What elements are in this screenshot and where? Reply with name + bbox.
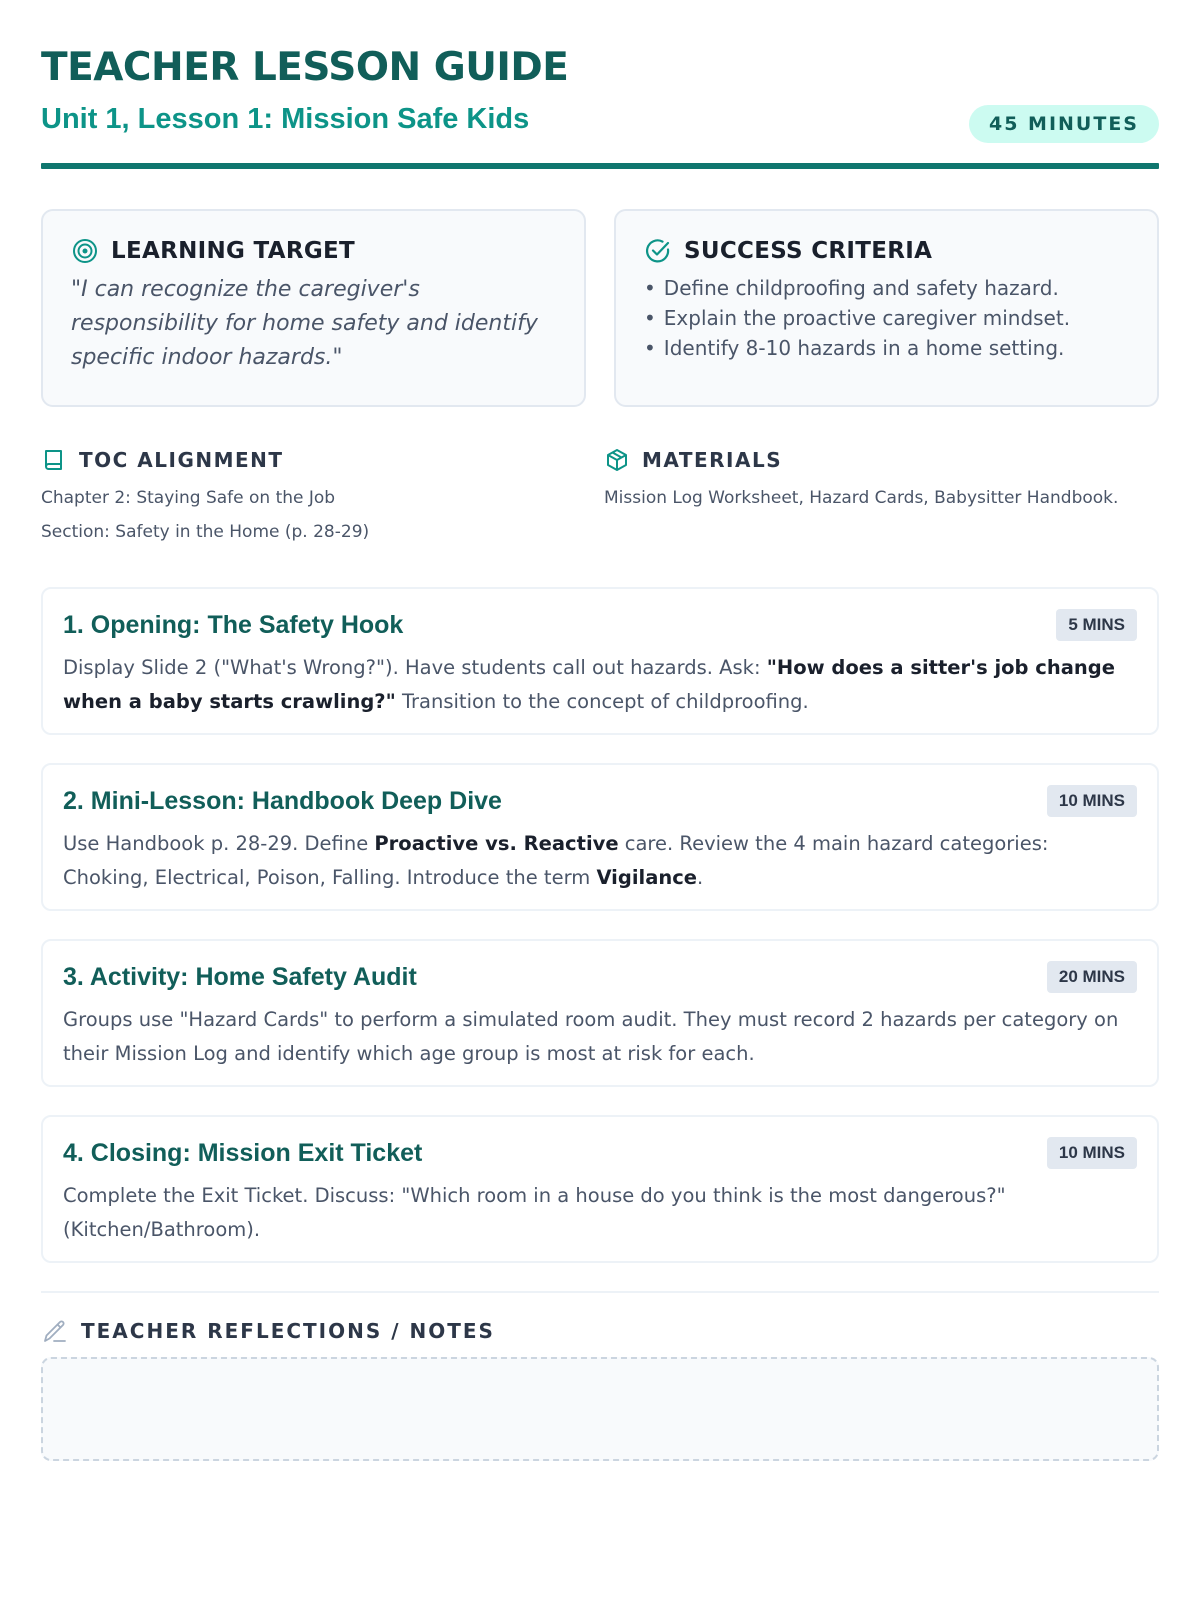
criteria-text: Explain the proactive caregiver mindset. <box>663 306 1071 330</box>
materials-header <box>604 447 1159 473</box>
step-time-badge: 10 MINS <box>1047 1137 1137 1169</box>
step-header <box>63 785 1137 817</box>
success-criteria-list <box>644 273 1131 363</box>
success-criteria-title: SUCCESS CRITERIA <box>684 238 933 264</box>
criteria-item <box>644 333 1131 363</box>
subtitle-row <box>41 99 1159 137</box>
toc-alignment-title: TOC ALIGNMENT <box>79 448 284 472</box>
body-text: Use Handbook p. 28-29. Define <box>63 832 375 855</box>
book-icon <box>41 447 67 473</box>
step-body <box>63 651 1137 719</box>
step-title: 1. Opening: The Safety Hook <box>63 610 404 639</box>
body-text: Display Slide 2 ("What's Wrong?"). Have students call out hazards. Ask: <box>63 656 767 679</box>
materials-title: MATERIALS <box>642 448 783 472</box>
materials-section <box>596 447 1159 549</box>
step-header <box>63 609 1137 641</box>
step-title: 4. Closing: Mission Exit Ticket <box>63 1138 423 1167</box>
learning-target-quote: "I can recognize the caregiver's responsibility for home safety and identify specific indoor hazards." <box>71 277 538 370</box>
notes-header <box>41 1317 1159 1345</box>
duration-badge: 45 MINUTES <box>969 105 1159 143</box>
lesson-step <box>41 1115 1159 1263</box>
emphasis-text: Proactive vs. Reactive <box>374 832 619 855</box>
meta-row <box>41 447 1159 549</box>
toc-line: Section: Safety in the Home (p. 28-29) <box>41 522 370 542</box>
success-criteria-card <box>614 209 1159 407</box>
step-header <box>63 961 1137 993</box>
toc-line: Chapter 2: Staying Safe on the Job <box>41 488 336 508</box>
notes-divider <box>41 1291 1159 1293</box>
step-time-badge: 10 MINS <box>1047 785 1137 817</box>
header-divider <box>41 163 1159 169</box>
success-criteria-header <box>644 237 1131 265</box>
toc-alignment-lines <box>41 481 596 549</box>
bullet: • <box>644 276 656 300</box>
bullet: • <box>644 336 656 360</box>
emphasis-text: Vigilance <box>596 866 698 889</box>
box-icon <box>604 447 630 473</box>
lesson-step <box>41 587 1159 735</box>
pencil-icon <box>41 1317 69 1345</box>
lesson-step <box>41 939 1159 1087</box>
target-icon <box>71 237 99 265</box>
step-header <box>63 1137 1137 1169</box>
step-title: 2. Mini-Lesson: Handbook Deep Dive <box>63 786 502 815</box>
learning-target-card <box>41 209 586 407</box>
notes-input[interactable] <box>41 1357 1159 1461</box>
step-time-badge: 20 MINS <box>1047 961 1137 993</box>
criteria-text: Define childproofing and safety hazard. <box>663 276 1059 300</box>
step-body <box>63 1179 1137 1247</box>
criteria-text: Identify 8-10 hazards in a home setting. <box>663 336 1065 360</box>
criteria-item <box>644 273 1131 303</box>
step-title: 3. Activity: Home Safety Audit <box>63 962 417 991</box>
lesson-steps <box>41 587 1159 1263</box>
body-text: Groups use "Hazard Cards" to perform a simulated room audit. They must record 2 hazards per category on their Mission Log and identify which age group is most at risk for each. <box>63 1008 1119 1065</box>
criteria-item <box>644 303 1131 333</box>
body-text: . <box>697 866 704 889</box>
step-body <box>63 827 1137 895</box>
notes-title: TEACHER REFLECTIONS / NOTES <box>81 1319 495 1343</box>
page-title: TEACHER LESSON GUIDE <box>41 45 569 90</box>
check-circle-icon <box>644 237 672 265</box>
emphasis-text: "How does a sitter's job change when a baby starts crawling?" <box>63 656 1115 713</box>
learning-target-header <box>71 237 558 265</box>
lesson-step <box>41 763 1159 911</box>
body-text: Transition to the concept of childproofing. <box>395 690 809 713</box>
toc-alignment-section <box>41 447 596 549</box>
body-text: Complete the Exit Ticket. Discuss: "Which room in a house do you think is the most dangerous?" (Kitchen/Bathroom). <box>63 1184 1006 1241</box>
top-cards <box>41 209 1159 407</box>
step-time-badge: 5 MINS <box>1056 609 1137 641</box>
toc-alignment-header <box>41 447 596 473</box>
body-text: care. Review the 4 main hazard categories: Choking, Electrical, Poison, Falling. Introduce the term <box>63 832 1049 889</box>
step-body <box>63 1003 1137 1071</box>
lesson-subtitle: Unit 1, Lesson 1: Mission Safe Kids <box>41 103 530 136</box>
learning-target-title: LEARNING TARGET <box>111 238 356 264</box>
materials-text: Mission Log Worksheet, Hazard Cards, Babysitter Handbook. <box>604 488 1119 508</box>
materials-lines <box>604 481 1159 515</box>
bullet: • <box>644 306 656 330</box>
